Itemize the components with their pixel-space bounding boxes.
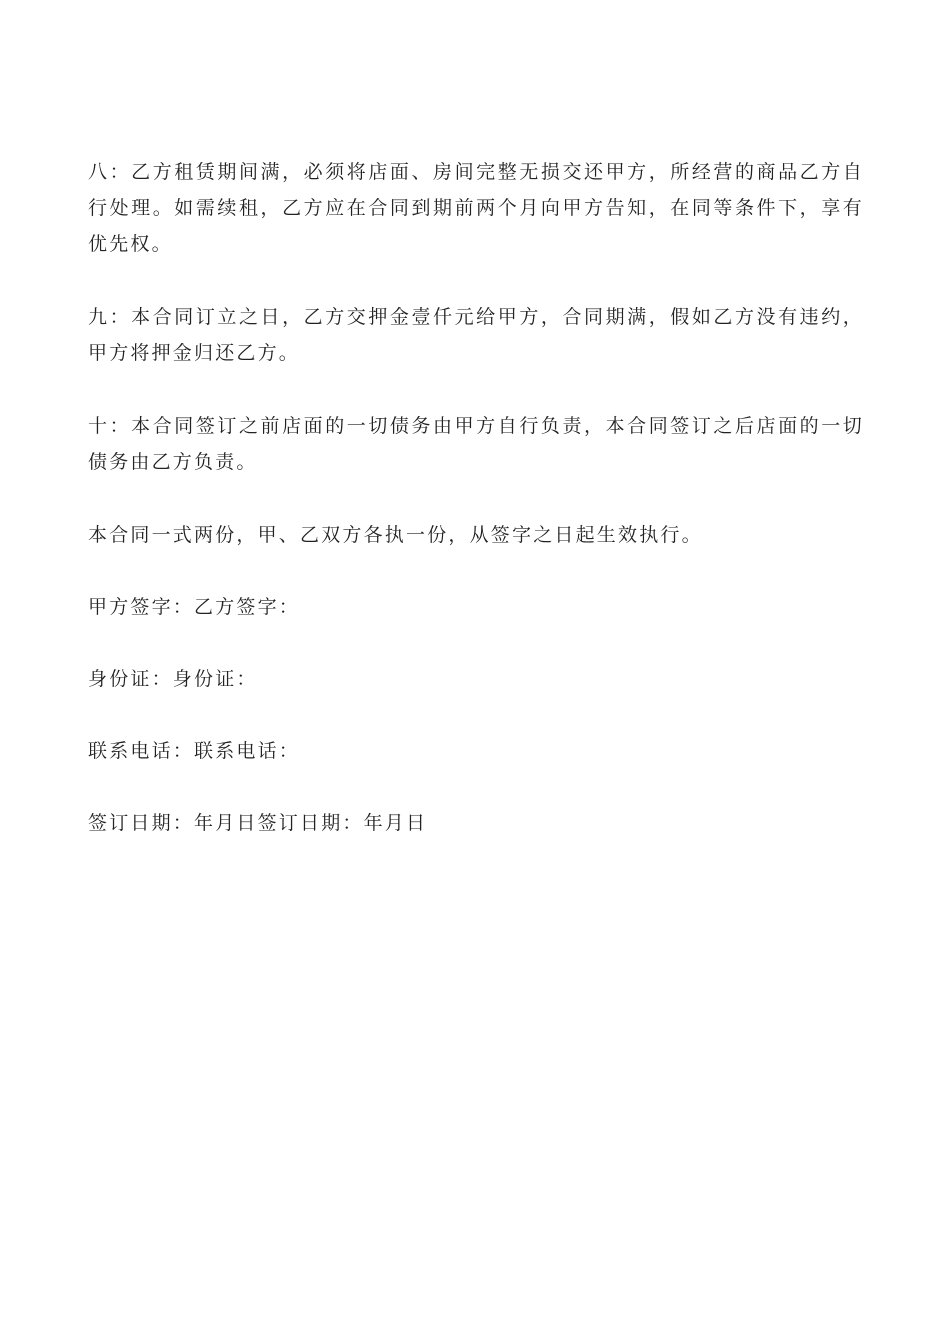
signature-line: 甲方签字：乙方签字： [88,596,301,618]
clause-ten: 十：本合同签订之前店面的一切债务由甲方自行负责，本合同签订之后店面的一切债务由乙方负责。 [88,415,864,473]
id-card-line: 身份证：身份证： [88,668,258,690]
document-body [88,154,864,841]
date-line: 签订日期：年月日签订日期：年月日 [88,812,428,834]
clause-nine: 九：本合同订立之日，乙方交押金壹仟元给甲方，合同期满，假如乙方没有违约，甲方将押金归还乙方。 [88,306,864,364]
clause-eight: 八：乙方租赁期间满，必须将店面、房间完整无损交还甲方，所经营的商品乙方自行处理。如需续租，乙方应在合同到期前两个月向甲方告知，在同等条件下，享有优先权。 [88,161,864,255]
phone-line: 联系电话：联系电话： [88,740,301,762]
copies-statement: 本合同一式两份，甲、乙双方各执一份，从签字之日起生效执行。 [88,524,703,546]
